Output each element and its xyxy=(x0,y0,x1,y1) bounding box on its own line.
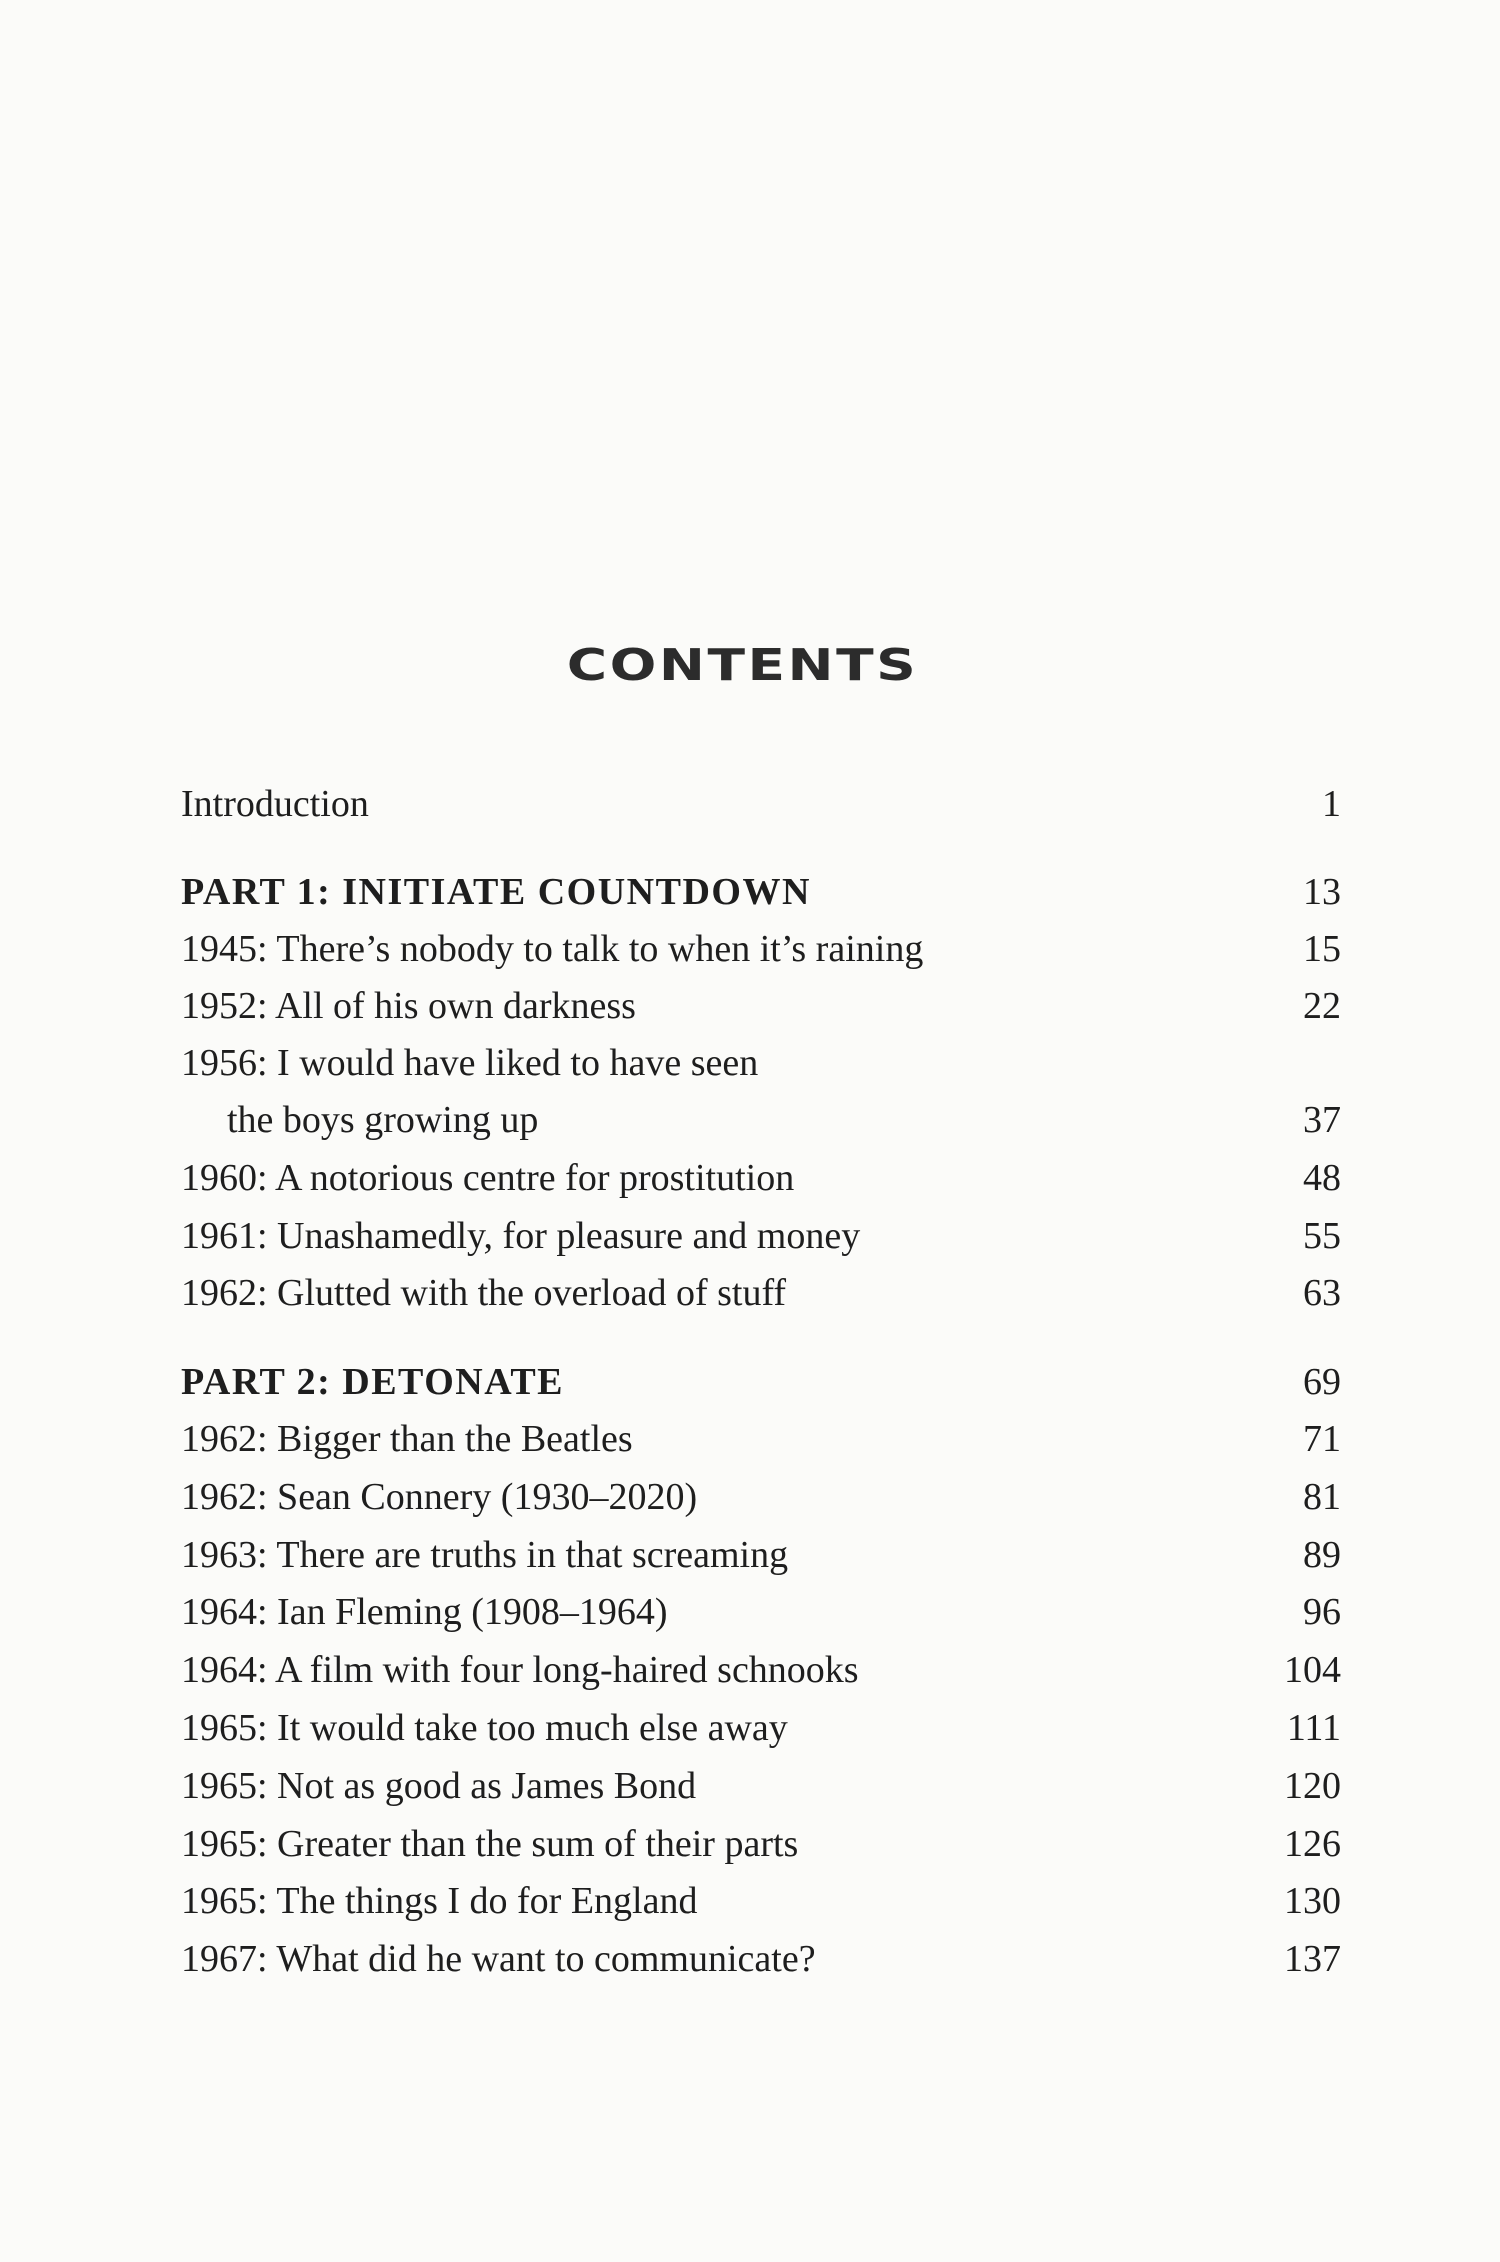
toc-entry xyxy=(181,1930,1341,1988)
toc-entry-label: 1956: I would have liked to have seen xyxy=(181,1042,759,1084)
toc-entry-page: 126 xyxy=(1284,1823,1341,1865)
toc-entry xyxy=(181,1815,1341,1873)
toc-entry-page: 81 xyxy=(1303,1476,1341,1518)
toc-entry xyxy=(181,1526,1341,1584)
toc-entry-page: 104 xyxy=(1284,1649,1341,1691)
toc-entry-page: 96 xyxy=(1303,1591,1341,1633)
toc-entry xyxy=(181,1207,1341,1265)
toc-entry-page: 13 xyxy=(1303,871,1341,913)
toc-entry xyxy=(181,1264,1341,1322)
toc-part-heading xyxy=(181,863,1341,921)
toc-entry xyxy=(181,977,1341,1035)
toc-entry-label: 1962: Sean Connery (1930–2020) xyxy=(181,1476,698,1518)
toc-entry-page: 130 xyxy=(1284,1880,1341,1922)
toc-entry-label: 1965: The things I do for England xyxy=(181,1880,698,1922)
toc-entry-label: 1960: A notorious centre for prostitution xyxy=(181,1157,795,1199)
toc-entry-page: 63 xyxy=(1303,1272,1341,1314)
toc-part-heading xyxy=(181,1353,1341,1411)
toc-entry-label: 1962: Bigger than the Beatles xyxy=(181,1418,633,1460)
toc-entry-page: 111 xyxy=(1286,1707,1341,1749)
toc-entry-label: 1967: What did he want to communicate? xyxy=(181,1938,816,1980)
toc-entry-label: 1965: Not as good as James Bond xyxy=(181,1765,697,1807)
toc-entry-page: 55 xyxy=(1303,1215,1341,1257)
toc-entry xyxy=(181,1468,1341,1526)
toc-entry-page: 89 xyxy=(1303,1534,1341,1576)
toc-entry-page: 22 xyxy=(1303,985,1341,1027)
toc-entry-introduction xyxy=(181,775,1341,833)
page-title: CONTENTS xyxy=(566,640,919,691)
toc-entry-label: 1952: All of his own darkness xyxy=(181,985,636,1027)
toc-entry-continuation xyxy=(181,1091,1341,1149)
toc-entry-page: 15 xyxy=(1303,928,1341,970)
toc-entry-label: 1961: Unashamedly, for pleasure and money xyxy=(181,1215,861,1257)
toc-entry-page: 48 xyxy=(1303,1157,1341,1199)
toc-entry xyxy=(181,1641,1341,1699)
toc-entry-label: 1964: Ian Fleming (1908–1964) xyxy=(181,1591,668,1633)
toc-entry-label: 1964: A film with four long-haired schnooks xyxy=(181,1649,859,1691)
toc-entry-page: 69 xyxy=(1303,1361,1341,1403)
toc-entry-label: 1962: Glutted with the overload of stuff xyxy=(181,1272,787,1314)
toc-entry xyxy=(181,1034,1341,1092)
toc-part-label: PART 2: DETONATE xyxy=(181,1361,565,1403)
toc-entry-page: 71 xyxy=(1303,1418,1341,1460)
toc-entry xyxy=(181,1757,1341,1815)
toc-entry xyxy=(181,920,1341,978)
toc-entry-page: 137 xyxy=(1284,1938,1341,1980)
toc-entry-page: 120 xyxy=(1284,1765,1341,1807)
toc-entry-label: 1963: There are truths in that screaming xyxy=(181,1534,789,1576)
toc-entry xyxy=(181,1699,1341,1757)
toc-part-label: PART 1: INITIATE COUNTDOWN xyxy=(181,871,811,913)
toc-entry-label: 1965: Greater than the sum of their parts xyxy=(181,1823,799,1865)
toc-entry-label: the boys growing up xyxy=(227,1099,539,1141)
toc-entry-page: 1 xyxy=(1322,783,1341,825)
toc-entry-label: 1945: There’s nobody to talk to when it’s raining xyxy=(181,928,924,970)
toc-entry xyxy=(181,1410,1341,1468)
toc-entry xyxy=(181,1872,1341,1930)
toc-entry-label: Introduction xyxy=(181,783,369,825)
toc-entry xyxy=(181,1149,1341,1207)
toc-entry-page: 37 xyxy=(1303,1099,1341,1141)
toc-entry-label: 1965: It would take too much else away xyxy=(181,1707,788,1749)
toc-entry xyxy=(181,1583,1341,1641)
